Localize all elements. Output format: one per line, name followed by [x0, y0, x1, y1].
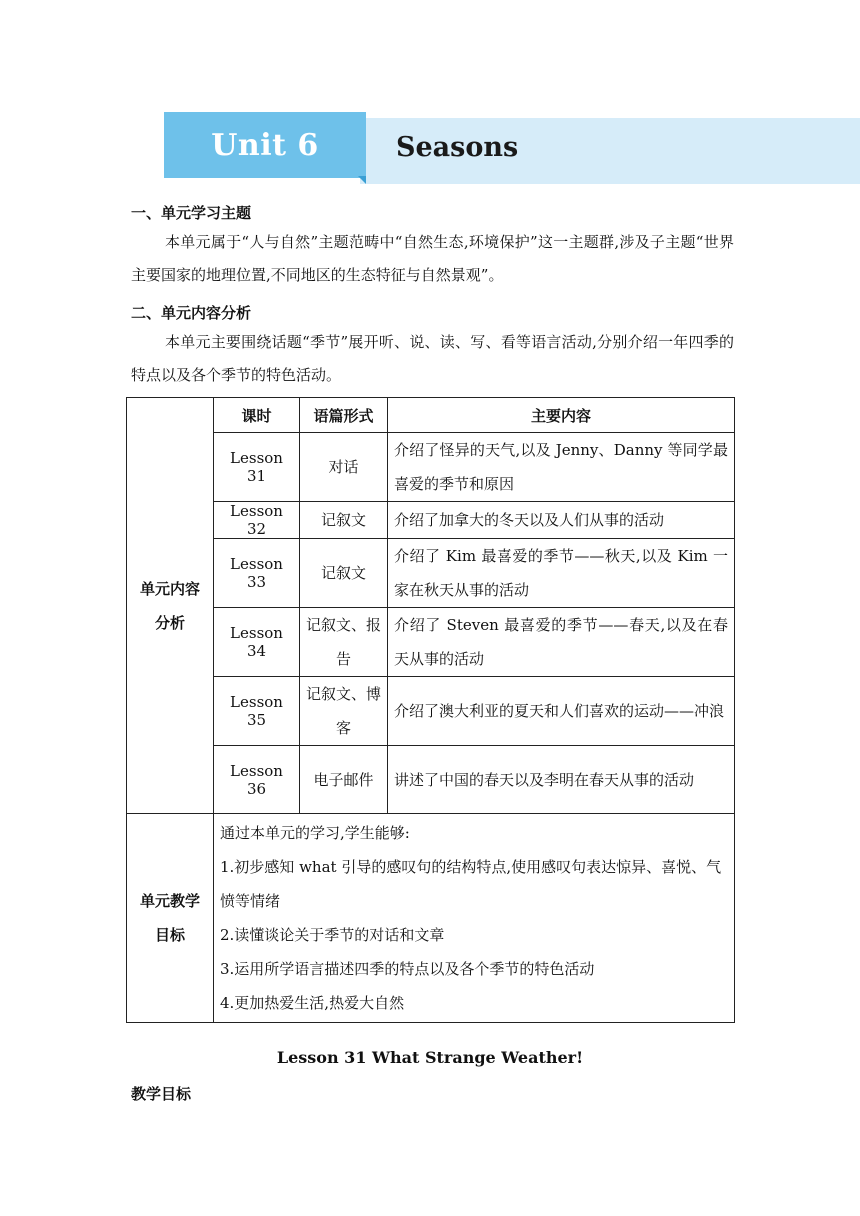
section-paragraph-theme: 本单元属于“人与自然”主题范畴中“自然生态,环境保护”这一主题群,涉及子主题“世界主要国家的地理位置,不同地区的生态特征与自然景观”。 — [131, 233, 734, 284]
section-paragraph-analysis: 本单元主要围绕话题“季节”展开听、说、读、写、看等语言活动,分别介绍一年四季的特点以及各个季节的特色活动。 — [131, 333, 734, 384]
form-cell: 记叙文 — [300, 539, 388, 608]
column-header-content: 主要内容 — [388, 398, 735, 433]
goal-item: 4.更加热爱生活,热爱大自然 — [220, 994, 405, 1012]
table-row — [127, 539, 735, 608]
table-row — [127, 746, 735, 814]
form-cell: 记叙文 — [300, 502, 388, 539]
table-row — [127, 502, 735, 539]
teaching-goal-heading: 教学目标 — [131, 1085, 192, 1103]
lesson-cell: Lesson 31 — [214, 433, 300, 502]
section-heading-theme: 一、单元学习主题 — [131, 204, 252, 222]
table-row — [127, 608, 735, 677]
table-row — [127, 677, 735, 746]
content-cell: 介绍了怪异的天气,以及 Jenny、Danny 等同学最喜爱的季节和原因 — [388, 433, 735, 502]
table-row — [127, 433, 735, 502]
form-cell: 记叙文、博客 — [300, 677, 388, 746]
lesson-cell: Lesson 33 — [214, 539, 300, 608]
goals-cell — [214, 814, 735, 1023]
goal-item: 3.运用所学语言描述四季的特点以及各个季节的特色活动 — [220, 960, 595, 978]
lesson-cell: Lesson 32 — [214, 502, 300, 539]
table-header-row — [127, 398, 735, 433]
column-header-form: 语篇形式 — [300, 398, 388, 433]
unit-number: Unit 6 — [211, 127, 319, 163]
goals-row — [127, 814, 735, 1023]
goals-intro: 通过本单元的学习,学生能够: — [220, 824, 410, 842]
lesson-cell: Lesson 36 — [214, 746, 300, 814]
goal-item: 2.读懂谈论关于季节的对话和文章 — [220, 926, 445, 944]
form-cell: 记叙文、报告 — [300, 608, 388, 677]
content-cell: 介绍了 Steven 最喜爱的季节——春天,以及在春天从事的活动 — [388, 608, 735, 677]
column-header-lesson: 课时 — [214, 398, 300, 433]
unit-title: Seasons — [396, 132, 519, 163]
lesson-cell: Lesson 35 — [214, 677, 300, 746]
lesson-cell: Lesson 34 — [214, 608, 300, 677]
content-cell: 介绍了澳大利亚的夏天和人们喜欢的运动——冲浪 — [388, 677, 735, 746]
goals-row-label: 单元教学 目标 — [127, 814, 214, 1023]
content-cell: 介绍了加拿大的冬天以及人们从事的活动 — [388, 502, 735, 539]
form-cell: 对话 — [300, 433, 388, 502]
form-cell: 电子邮件 — [300, 746, 388, 814]
content-cell: 介绍了 Kim 最喜爱的季节——秋天,以及 Kim 一家在秋天从事的活动 — [388, 539, 735, 608]
lesson-title: Lesson 31 What Strange Weather! — [276, 1048, 584, 1067]
goal-item: 1.初步感知 what 引导的感叹句的结构特点,使用感叹句表达惊异、喜悦、气愤等情绪 — [220, 858, 722, 910]
section-heading-analysis: 二、单元内容分析 — [131, 304, 252, 322]
unit-analysis-table — [126, 397, 735, 1023]
content-cell: 讲述了中国的春天以及李明在春天从事的活动 — [388, 746, 735, 814]
analysis-row-label: 单元内容 分析 — [127, 398, 214, 814]
